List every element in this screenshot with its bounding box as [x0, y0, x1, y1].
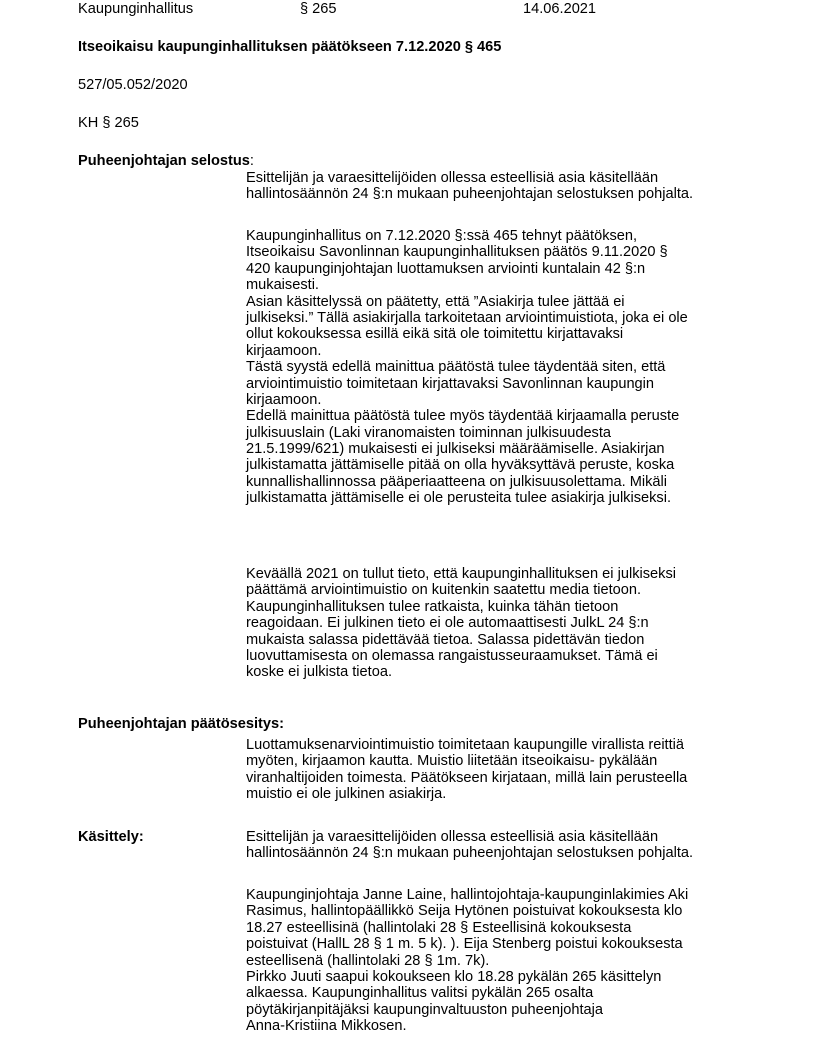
selostus-heading-row [78, 153, 254, 169]
header-date: 14.06.2021 [523, 1, 597, 17]
text-line: 21.5.1999/621) mukaisesti ei julkiseksi määräämiselle. Asiakirjan [246, 441, 665, 458]
text-line: reagoidaan. Ei julkinen tieto ei ole automaattisesti JulkL 24 §:n [246, 615, 649, 632]
kh-reference: KH § 265 [78, 115, 139, 131]
text-line: Esittelijän ja varaesittelijöiden ollessa esteellisiä asia käsitellään [246, 829, 659, 845]
text-line: 420 kaupunginjohtajan luottamuksen arviointi kuntalain 42 §:n [246, 260, 646, 277]
text-line: julkistamatta jättämiselle pitää on olla hyväksyttävä peruste, koska [246, 457, 675, 474]
selostus-heading-colon: : [249, 153, 254, 169]
text-line: koske ei julkista tietoa. [246, 664, 393, 681]
document-title: Itseoikaisu kaupunginhallituksen päätökseen 7.12.2020 § 465 [78, 39, 502, 55]
text-line: Edellä mainittua päätöstä tulee myös täydentää kirjaamalla peruste [246, 408, 680, 425]
text-line: viranhaltijoiden toimesta. Päätökseen kirjataan, millä lain perusteella [246, 769, 688, 786]
text-line: esteellisenä (hallintolaki 28 § 1m. 7k). [246, 952, 490, 969]
text-line: luovuttamisesta on olemassa rangaistusseuraamukset. Tämä ei [246, 647, 658, 664]
text-line: ollut kokouksessa esillä eikä sitä ole toimitettu kirjattavaksi [246, 326, 624, 343]
paatosesitys-paragraph [246, 737, 746, 803]
selostus-paragraph-2 [246, 228, 746, 507]
text-line: Tästä syystä edellä mainittua päätöstä tulee täydentää siten, että [246, 359, 666, 376]
text-line: muistio ei ole julkinen asiakirja. [246, 786, 447, 803]
text-line: Anna-Kristiina Mikkosen. [246, 1018, 407, 1035]
text-line: Itseoikaisu Savonlinnan kaupunginhallituksen päätös 9.11.2020 § [246, 244, 668, 261]
text-line: hallintosäännön 24 §:n mukaan puheenjohtajan selostuksen pohjalta. [246, 186, 694, 203]
text-line: julkisuuslain (Laki viranomaisten toiminnan julkisuudesta [246, 424, 612, 441]
text-line: Kaupunginjohtaja Janne Laine, hallintojohtaja-kaupunginlakimies Aki [246, 887, 689, 903]
text-line: päättämä arviointimuistio on kuitenkin saatettu media tietoon. [246, 582, 642, 599]
selostus-paragraph-3 [246, 566, 746, 681]
text-line: poistuivat (HallL 28 § 1 m. 5 k). ). Eija Stenberg poistui kokouksesta [246, 936, 683, 953]
text-line: julkiseksi.” Tällä asiakirjalla tarkoitetaan arviointimuistiota, joka ei ole [246, 309, 688, 326]
text-line: mukaista salassa pidettävää tietoa. Salassa pidettävän tiedon [246, 631, 645, 648]
text-line: arviointimuistio toimitetaan kirjattavaksi Savonlinnan kaupungin [246, 375, 655, 392]
text-line: Kaupunginhallitus on 7.12.2020 §:ssä 465 tehnyt päätöksen, [246, 228, 638, 244]
text-line: alkaessa. Kaupunginhallitus valitsi pykälän 265 osalta [246, 985, 594, 1002]
record-id: 527/05.052/2020 [78, 77, 188, 93]
text-line: Keväällä 2021 on tullut tieto, että kaupunginhallituksen ei julkiseksi [246, 566, 676, 582]
text-line: Esittelijän ja varaesittelijöiden ollessa esteellisiä asia käsitellään [246, 170, 659, 186]
text-line: Rasimus, hallintopäällikkö Seija Hytönen poistuivat kokouksesta klo [246, 903, 683, 920]
text-line: myöten, kirjaamon kautta. Muistio liitetään itseoikaisu- pykälään [246, 753, 658, 770]
text-line: Kaupunginhallituksen tulee ratkaista, kuinka tähän tietoon [246, 598, 619, 615]
header-section: § 265 [300, 1, 337, 17]
text-line: Asian käsittelyssä on päätetty, että ”Asiakirja tulee jättää ei [246, 293, 625, 310]
text-line: pöytäkirjanpitäjäksi kaupunginvaltuuston puheenjohtaja [246, 1001, 603, 1018]
text-line: Luottamuksenarviointimuistio toimitetaan kaupungille virallista reittiä [246, 737, 685, 753]
text-line: julkistamatta jättämiselle ei ole perusteita tulee asiakirja julkiseksi. [246, 490, 672, 507]
text-line: hallintosäännön 24 §:n mukaan puheenjohtajan selostuksen pohjalta. [246, 845, 694, 862]
header-org: Kaupunginhallitus [78, 1, 194, 17]
text-line: Pirkko Juuti saapui kokoukseen klo 18.28 pykälän 265 käsittelyn [246, 968, 662, 985]
text-line: mukaisesti. [246, 277, 319, 294]
kasittely-paragraph-2 [246, 887, 746, 1035]
text-line: kirjaamoon. [246, 391, 322, 408]
selostus-heading: Puheenjohtajan selostus [78, 153, 250, 169]
text-line: kirjaamoon. [246, 342, 322, 359]
text-line: 18.27 esteellisinä (hallintolaki 28 § Esteellisinä kokouksesta [246, 919, 632, 936]
paatosesitys-heading: Puheenjohtajan päätösesitys: [78, 716, 284, 732]
kasittely-paragraph-1 [246, 829, 746, 862]
text-line: kunnallishallinnossa pääperiaatteena on julkisuusolettama. Mikäli [246, 473, 668, 490]
selostus-paragraph-1 [246, 170, 746, 203]
kasittely-heading: Käsittely: [78, 829, 144, 845]
